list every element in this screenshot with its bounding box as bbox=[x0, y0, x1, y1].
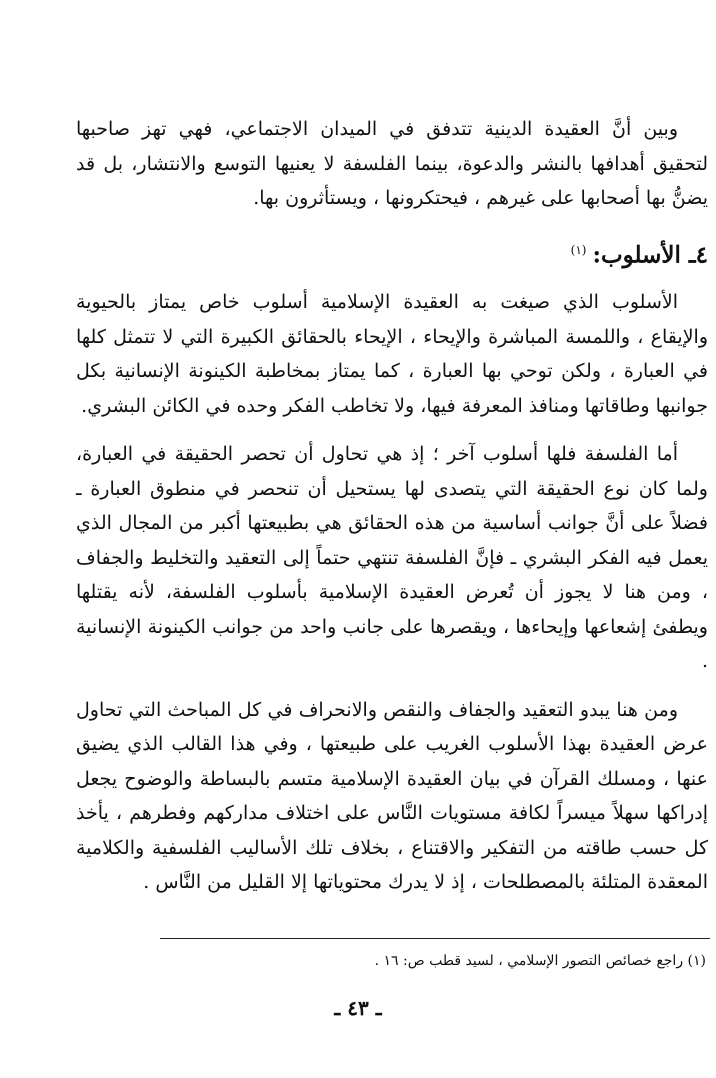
footnote: (١) راجع خصائص التصور الإسلامي ، لسيد قطب ص: ١٦ . bbox=[374, 953, 706, 969]
page-number: ـ ٤٣ ـ bbox=[334, 996, 382, 1020]
style-paragraph-1: الأسلوب الذي صيغت به العقيدة الإسلامية أسلوب خاص يمتاز بالحيوية والإيقاع ، واللمسة المباشرة والإيحاء ، الإيحاء بالحقائق الكبيرة التي لا تتمثل كلها في العبارة ، ولكن توحي بها العبارة ، كما يمتاز بمخاطبة الكينونة الإنسانية بكل جوانبها وطاقاتها ومنافذ المعرفة فيها، ولا تخاطب الفكر وحده في الكائن البشري. bbox=[76, 291, 708, 417]
section-heading bbox=[76, 230, 708, 276]
style-paragraph-2: أما الفلسفة فلها أسلوب آخر ؛ إذ هي تحاول أن تحصر الحقيقة في العبارة، ولما كان نوع الحقيقة التي يتصدى لها يستحيل أن تنحصر في منطوق العبارة ـ فضلاً على أنَّ جوانب أساسية من هذه الحقائق هي بطبيعتها أكبر من المجال الذي يعمل فيه الفكر البشري ـ فإنَّ الفلسفة تنتهي حتماً إلى التعقيد والتخليط والجفاف ، ومن هنا لا يجوز أن تُعرض العقيدة الإسلامية بأسلوب الفلسفة، لأنه يقتلها ويطفئ إشعاعها وإيحاءها ، ويقصرها على جانب واحد من جوانب الكينونة الإنسانية . bbox=[76, 443, 708, 673]
footnote-divider bbox=[160, 938, 710, 939]
page-body bbox=[76, 112, 708, 900]
style-paragraph-3: ومن هنا يبدو التعقيد والجفاف والنقص والانحراف في كل المباحث التي تحاول عرض العقيدة بهذا الأسلوب الغريب على طبيعتها ، وفي هذا القالب الذي يضيق عنها ، ومسلك القرآن في بيان العقيدة الإسلامية متسم بالبساطة والوضوح يجعل إدراكها سهلاً ميسراً لكافة مستويات النَّاس على اختلاف مداركهم وفطرهم ، يأخذ كل حسب طاقته من التفكير والاقتناع ، بخلاف تلك الأساليب الفلسفية والكلامية المعقدة المتلئة بالمصطلحات ، إذ لا يدرك محتوياتها إلا القليل من النَّاس . bbox=[76, 698, 708, 894]
section-heading-text: ٤ـ الأسلوب: bbox=[592, 241, 708, 269]
footnote-reference: (١) bbox=[570, 242, 587, 257]
intro-paragraph: وبين أنَّ العقيدة الدينية تتدفق في الميدان الاجتماعي، فهي تهز صاحبها لتحقيق أهدافها بالنشر والدعوة، بينما الفلسفة لا يعنيها التوسع والانتشار، بل قد يضنُّ بها أصحابها على غيرهم ، فيحتكرونها ، ويستأثرون بها. bbox=[76, 118, 708, 209]
